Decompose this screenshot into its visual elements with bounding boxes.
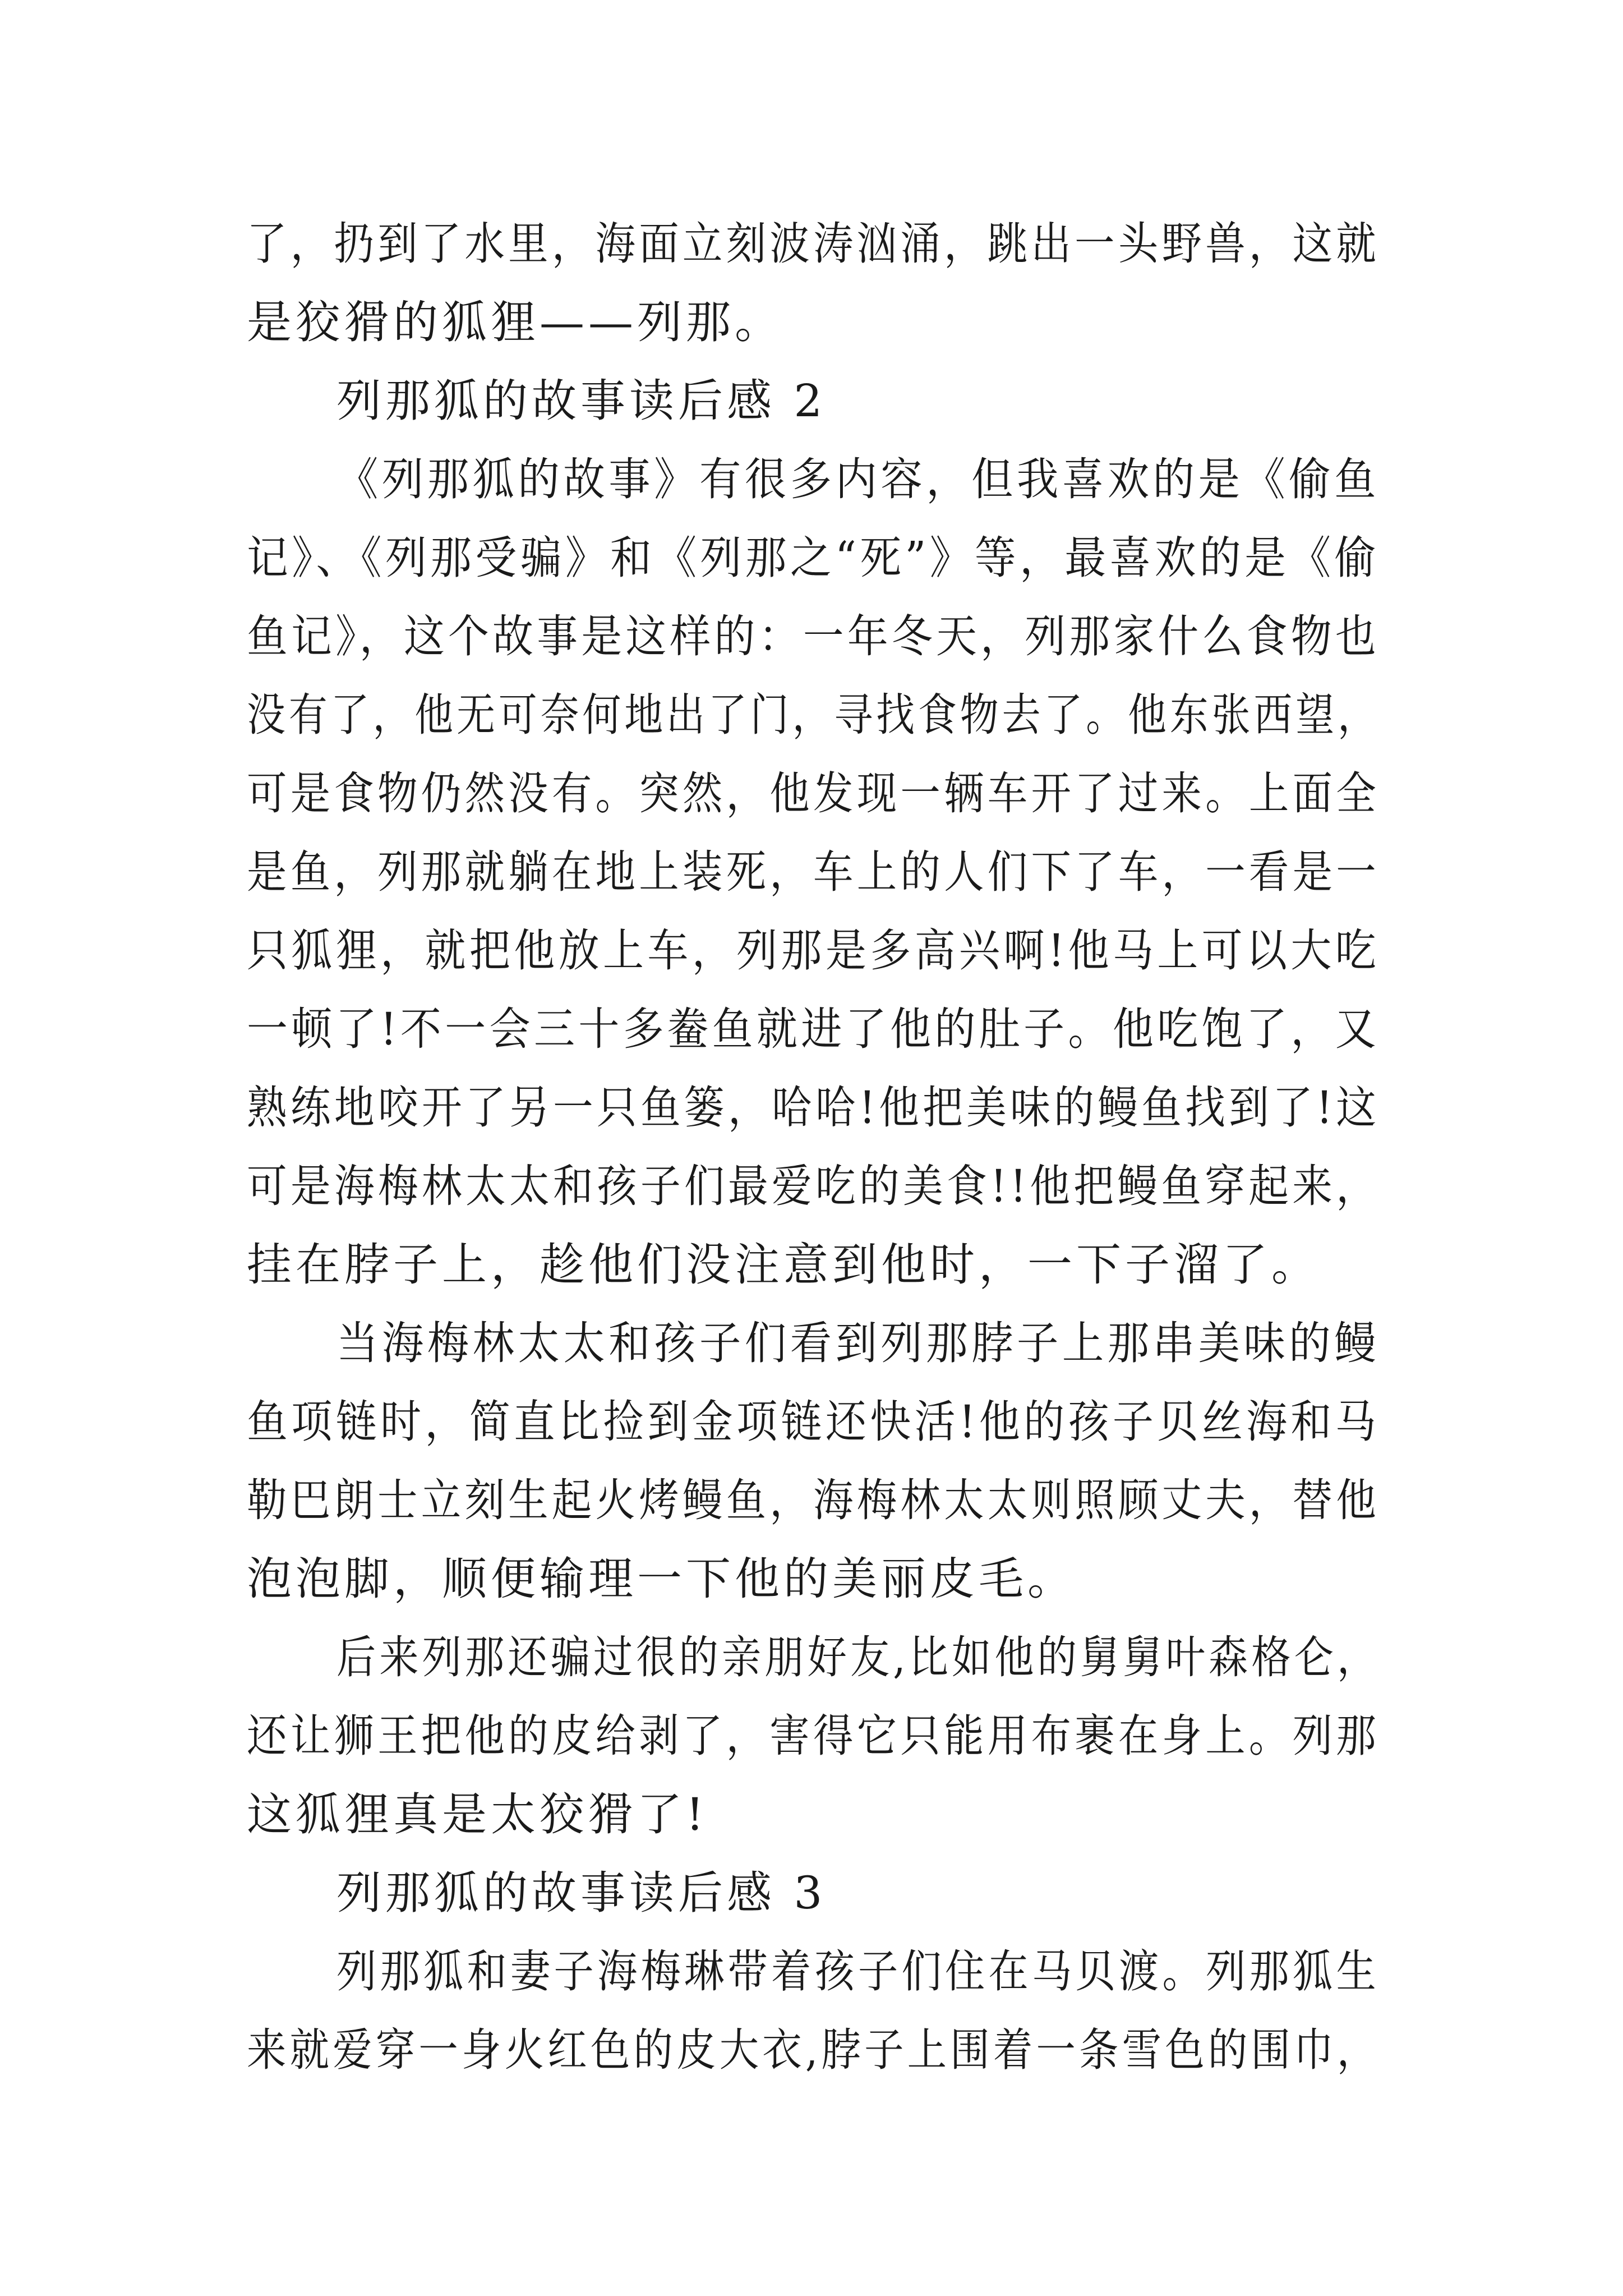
text-line: 是狡猾的狐狸——列那。	[247, 296, 783, 348]
text-line: 泡泡脚，顺便输理一下他的美丽皮毛。	[247, 1553, 1076, 1605]
text-line: 挂在脖子上，趁他们没注意到他时，一下子溜了。	[247, 1239, 1320, 1291]
text-line: 可是食物仍然没有。突然，他发现一辆车开了过来。上面全	[247, 767, 1380, 820]
text-line: 勒巴朗士立刻生起火烤鳗鱼，海梅林太太则照顾丈夫，替他	[247, 1474, 1380, 1526]
text-line: 当海梅林太太和孩子们看到列那脖子上那串美味的鳗	[336, 1317, 1380, 1369]
section-heading: 列那狐的故事读后感 3	[336, 1867, 827, 1919]
text-line: 可是海梅林太太和孩子们最爱吃的美食!!他把鳗鱼穿起来，	[247, 1160, 1380, 1212]
text-line: 是鱼，列那就躺在地上装死，车上的人们下了车，一看是一	[247, 846, 1380, 898]
text-line: 这狐狸真是太狡猾了!	[247, 1788, 708, 1841]
text-line: 来就爱穿一身火红色的皮大衣,脖子上围着一条雪色的围巾，	[247, 2024, 1380, 2076]
text-line: 还让狮王把他的皮给剥了，害得它只能用布裹在身上。列那	[247, 1710, 1380, 1762]
text-line: 鱼记》，这个故事是这样的：一年冬天，列那家什么食物也	[247, 610, 1380, 662]
text-line: 《列那狐的故事》有很多内容，但我喜欢的是《偷鱼	[336, 453, 1380, 505]
text-line: 一顿了!不一会三十多鲞鱼就进了他的肚子。他吃饱了，又	[247, 1003, 1380, 1055]
text-line: 没有了，他无可奈何地出了门，寻找食物去了。他东张西望，	[247, 689, 1380, 741]
text-line: 熟练地咬开了另一只鱼篓，哈哈!他把美味的鳗鱼找到了!这	[247, 1082, 1380, 1134]
text-line: 了，扔到了水里，海面立刻波涛汹涌，跳出一头野兽，这就	[247, 218, 1380, 270]
text-line: 只狐狸，就把他放上车，列那是多高兴啊!他马上可以大吃	[247, 924, 1380, 977]
text-line: 记》、《列那受骗》和《列那之“死”》等，最喜欢的是《偷	[247, 532, 1380, 584]
section-heading: 列那狐的故事读后感 2	[336, 375, 827, 427]
text-line: 鱼项链时，简直比捡到金项链还快活!他的孩子贝丝海和马	[247, 1396, 1380, 1448]
text-line: 后来列那还骗过很的亲朋好友,比如他的舅舅叶森格仑，	[336, 1631, 1380, 1683]
text-line: 列那狐和妻子海梅琳带着孩子们住在马贝渡。列那狐生	[336, 1945, 1380, 1998]
